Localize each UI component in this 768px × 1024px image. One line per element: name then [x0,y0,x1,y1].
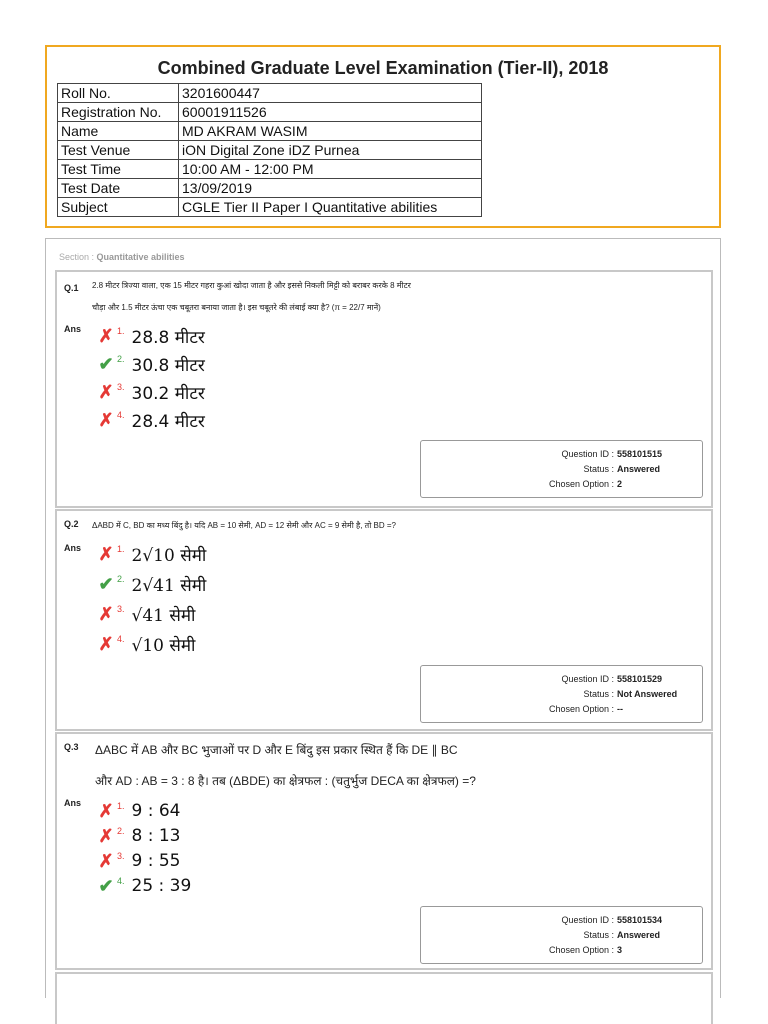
test-venue-value: iON Digital Zone iDZ Purnea [179,141,482,160]
candidate-info-table [57,83,482,217]
option-text: 30.2 मीटर [131,383,205,404]
cross-icon: ✗ [98,800,114,821]
question-card-3 [55,732,713,970]
option-2 [97,823,181,849]
question-id-value: 558101515 [617,449,663,459]
question-card-1 [55,270,713,508]
option-1 [97,323,205,349]
option-3 [97,379,205,405]
option-text: 28.4 मीटर [131,411,205,432]
check-icon: ✔ [98,573,114,594]
option-1 [97,541,206,567]
answer-label: Ans [64,324,82,334]
option-text: 2√41 सेमी [131,575,207,596]
option-number: 1. [117,801,125,811]
option-text: 28.8 मीटर [131,327,205,348]
option-4 [97,873,191,899]
chosen-option-label: Chosen Option : [548,945,614,955]
question-text-line: 2.8 मीटर त्रिज्या वाला, एक 15 मीटर गहरा कुआं खोदा जाता है और इससे निकली मिट्टी को बराबर करके 8 मीटर [92,281,411,290]
test-time-value: 10:00 AM - 12:00 PM [179,160,482,179]
question-info-box [420,906,703,964]
option-number: 2. [117,574,125,584]
question-text-line: ΔABD में C, BD का मध्य बिंदु है। यदि AB = 10 सेमी, AD = 12 सेमी और AC = 9 सेमी है, तो BD =? [92,521,396,530]
test-date-value: 13/09/2019 [179,179,482,198]
cross-icon: ✗ [98,543,114,564]
question-card-2 [55,509,713,731]
exam-title: Combined Graduate Level Examination (Tier-II), 2018 [157,58,609,78]
status-value: Answered [617,930,661,940]
check-icon: ✔ [98,353,114,374]
option-text: √10 सेमी [131,635,196,656]
table-row [58,179,482,198]
option-text: √41 सेमी [131,605,196,626]
chosen-option-value: 3 [617,945,623,955]
question-text-line: ΔABC में AB और BC भुजाओं पर D और E बिंदु इस प्रकार स्थित हैं कि DE ∥ BC [95,743,458,757]
question-id-value: 558101529 [617,674,663,684]
question-card-4 [55,972,713,1024]
table-row [58,198,482,217]
option-text: 9 : 64 [131,801,181,821]
option-text: 2√10 सेमी [131,545,207,566]
cross-icon: ✗ [98,603,114,624]
status-label: Status : [583,464,614,474]
option-4 [97,407,205,433]
chosen-option-label: Chosen Option : [548,479,614,489]
section-label [59,252,185,262]
option-text: 30.8 मीटर [131,355,205,376]
cross-icon: ✗ [98,381,114,402]
option-text: 8 : 13 [131,826,181,846]
question-id-value: 558101534 [617,915,663,925]
option-3 [97,848,181,874]
option-2 [97,571,206,597]
registration-no-label: Registration No. [58,103,179,122]
cross-icon: ✗ [98,825,114,846]
question-id-label: Question ID : [561,915,614,925]
test-date-label: Test Date [58,179,179,198]
subject-label: Subject [58,198,179,217]
option-number: 1. [117,544,125,554]
cross-icon: ✗ [98,409,114,430]
test-venue-label: Test Venue [58,141,179,160]
check-icon: ✔ [98,875,114,896]
question-info-box [420,440,703,498]
option-number: 4. [117,410,125,420]
test-time-label: Test Time [58,160,179,179]
chosen-option-value: 2 [617,479,623,489]
roll-no-value: 3201600447 [179,84,482,103]
answer-label: Ans [64,798,82,808]
cross-icon: ✗ [98,633,114,654]
question-number: Q.2 [64,519,79,529]
option-number: 2. [117,826,125,836]
registration-no-value: 60001911526 [179,103,482,122]
status-value: Not Answered [617,689,678,699]
question-info-box [420,665,703,723]
option-text: 25 : 39 [131,876,192,896]
option-1 [97,798,181,824]
table-row [58,122,482,141]
status-label: Status : [583,930,614,940]
option-text: 9 : 55 [131,851,181,871]
option-number: 4. [117,876,125,886]
option-3 [97,601,195,627]
question-number: Q.3 [64,742,79,752]
question-id-label: Question ID : [561,674,614,684]
option-number: 3. [117,382,125,392]
option-number: 3. [117,604,125,614]
section-prefix: Section : [59,252,97,262]
roll-no-label: Roll No. [58,84,179,103]
question-number: Q.1 [64,283,79,293]
option-number: 3. [117,851,125,861]
option-number: 4. [117,634,125,644]
chosen-option-value: -- [617,704,623,714]
status-label: Status : [583,689,614,699]
question-text-line: चौड़ा और 1.5 मीटर ऊंचा एक चबूतरा बनाया जाता है। इस चबूतरे की लंबाई क्या है? (π = 22/7 मानें) [92,303,381,312]
cross-icon: ✗ [98,325,114,346]
option-4 [97,631,195,657]
section-name: Quantitative abilities [96,252,185,262]
chosen-option-label: Chosen Option : [548,704,614,714]
name-label: Name [58,122,179,141]
option-number: 2. [117,354,125,364]
subject-value: CGLE Tier II Paper I Quantitative abilities [179,198,482,217]
cross-icon: ✗ [98,850,114,871]
table-row [58,141,482,160]
question-id-label: Question ID : [561,449,614,459]
question-text-line: और AD : AB = 3 : 8 है। तब (ΔBDE) का क्षेत्रफल : (चतुर्भुज DECA का क्षेत्रफल) =? [95,774,476,788]
status-value: Answered [617,464,661,474]
option-number: 1. [117,326,125,336]
exam-header [45,45,721,228]
table-row [58,103,482,122]
answer-label: Ans [64,543,82,553]
name-value: MD AKRAM WASIM [179,122,482,141]
table-row [58,160,482,179]
option-2 [97,351,205,377]
table-row [58,84,482,103]
